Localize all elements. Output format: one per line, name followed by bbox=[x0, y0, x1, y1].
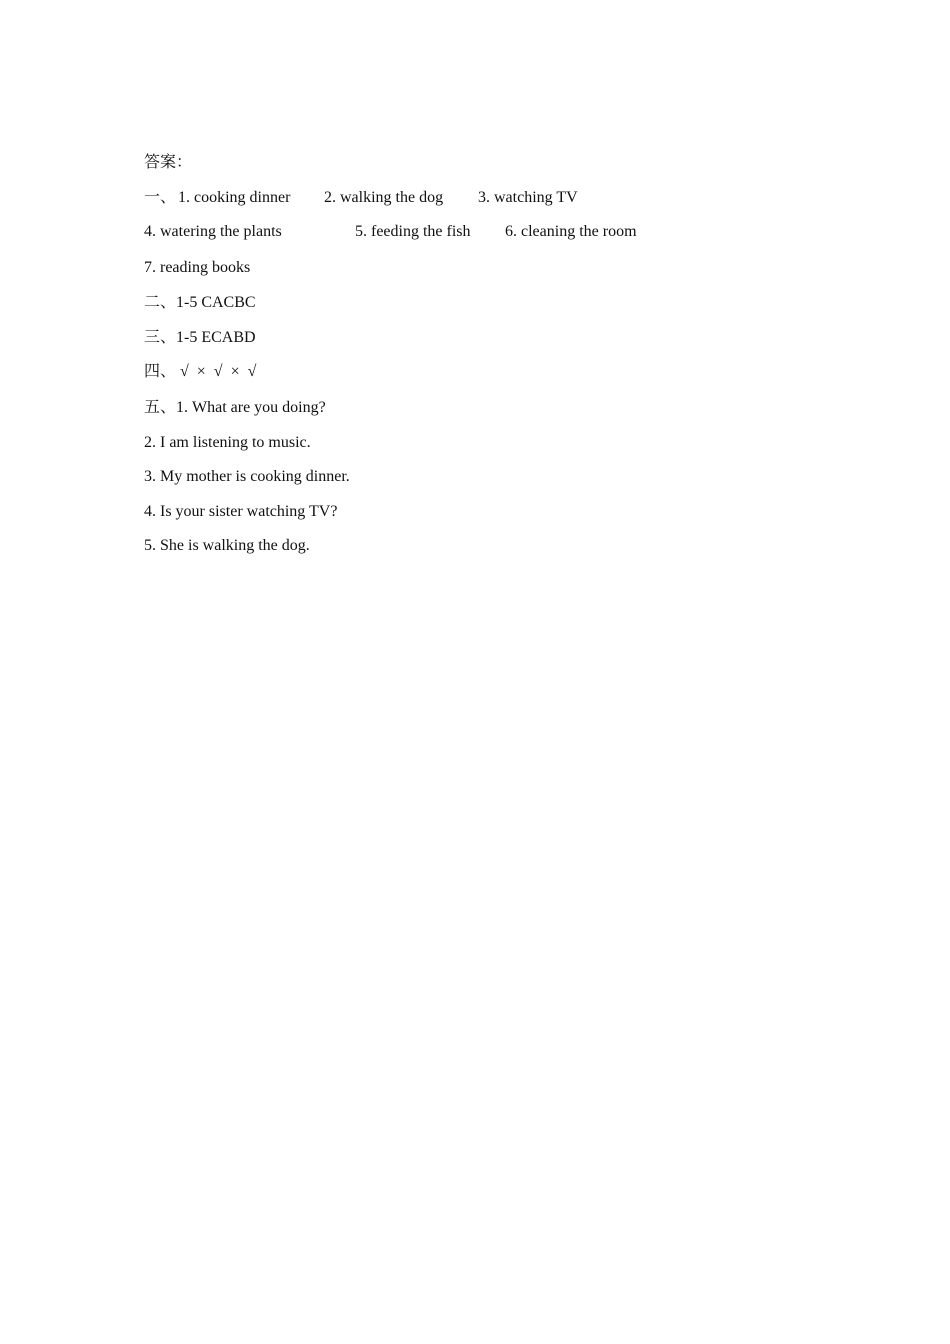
section-5-line-2: 2. I am listening to music. bbox=[144, 434, 311, 451]
section-1-item-5: 5. feeding the fish bbox=[355, 223, 471, 240]
section-3-answers: 三、1-5 ECABD bbox=[144, 329, 256, 346]
section-5-line-1: 五、1. What are you doing? bbox=[144, 399, 326, 416]
section-4-answers: 四、 √ × √ × √ bbox=[144, 363, 257, 380]
section-1-item-7: 7. reading books bbox=[144, 259, 251, 276]
section-2-answers: 二、1-5 CACBC bbox=[144, 294, 256, 311]
section-5-line-5: 5. She is walking the dog. bbox=[144, 537, 310, 554]
section-1-row-2 bbox=[144, 222, 664, 242]
section-1-prefix: 一、 bbox=[144, 189, 177, 206]
section-1-item-2: 2. walking the dog bbox=[324, 189, 444, 206]
section-1-item-4: 4. watering the plants bbox=[144, 223, 282, 240]
section-5-line-4: 4. Is your sister watching TV? bbox=[144, 503, 338, 520]
section-5-line-3: 3. My mother is cooking dinner. bbox=[144, 468, 350, 485]
section-1-item-1: 1. cooking dinner bbox=[178, 189, 291, 206]
answers-heading: 答案： bbox=[144, 154, 193, 171]
section-1-item-6: 6. cleaning the room bbox=[505, 223, 637, 240]
section-1-row-1 bbox=[144, 188, 664, 208]
section-1-item-3: 3. watching TV bbox=[478, 189, 578, 206]
